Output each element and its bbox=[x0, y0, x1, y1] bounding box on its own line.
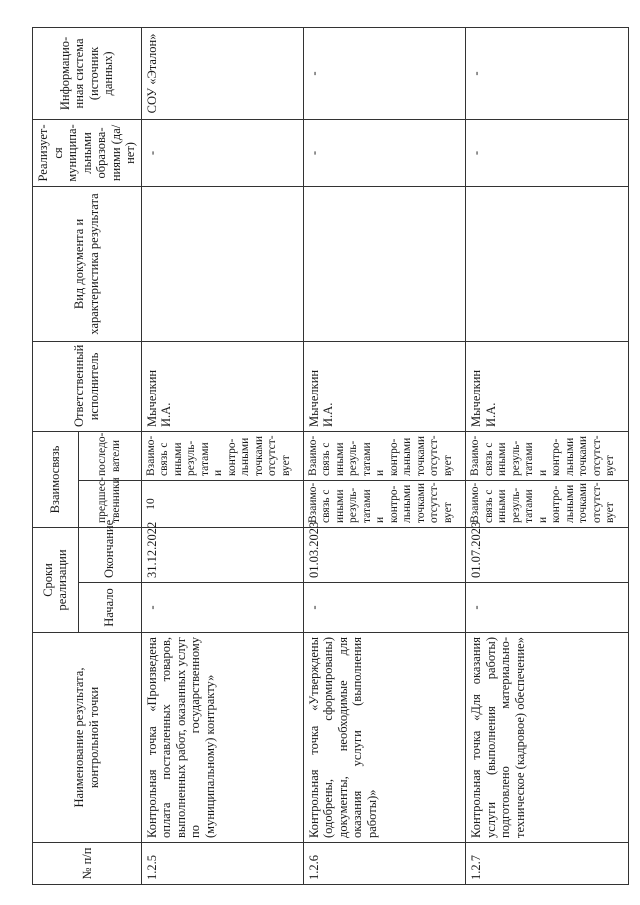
row-end: 31.12.2022 bbox=[141, 527, 303, 582]
row-start: - bbox=[303, 583, 465, 633]
table-row bbox=[466, 27, 628, 884]
row-name: Контрольная точка «Произведена оплата поставленных товаров, выполненных работ, оказанных услуг по государственному (муниципальному) контракту» bbox=[141, 633, 303, 843]
row-successors: Взаимо-связь с иными резуль-татами и контро-льными точками отсутст-вует bbox=[141, 431, 303, 480]
header-name: Наименование результата, контрольной точки bbox=[33, 633, 142, 843]
row-predecessors: Взаимо-связь с иными резуль-татами и контро-льными точками отсутст-вует bbox=[466, 480, 628, 527]
header-relation: Взаимосвязь bbox=[33, 431, 79, 527]
header-successors: последо-ватели bbox=[78, 431, 141, 480]
row-responsible: Мычелкин И.А. bbox=[466, 341, 628, 431]
row-number: 1.2.6 bbox=[303, 843, 465, 885]
row-document bbox=[141, 186, 303, 341]
row-successors: Взаимо-связь с иными резуль-татами и контро-льными точками отсутст-вует bbox=[303, 431, 465, 480]
row-name: Контрольная точка «Для оказания услуги (выполнения работы) подготовлено материально-техническое (кадровое) обеспечение» bbox=[466, 633, 628, 843]
row-info-system: СОУ «Эталон» bbox=[141, 27, 303, 119]
row-name: Контрольная точка «Утверждены (одобрены, сформированы) документы, необходимые для оказания услуги (выполнения работы)» bbox=[303, 633, 465, 843]
row-municipal: - bbox=[466, 119, 628, 186]
row-number: 1.2.7 bbox=[466, 843, 628, 885]
row-predecessors: 10 bbox=[141, 480, 303, 527]
header-document: Вид документа и характеристика результата bbox=[33, 186, 142, 341]
row-predecessors: Взаимо-связь с иными резуль-татами и контро-льными точками отсутст-вует bbox=[303, 480, 465, 527]
row-number: 1.2.5 bbox=[141, 843, 303, 885]
row-end: 01.03.2023 bbox=[303, 527, 465, 582]
row-info-system: - bbox=[303, 27, 465, 119]
row-document bbox=[303, 186, 465, 341]
row-municipal: - bbox=[141, 119, 303, 186]
header-responsible: Ответственный исполнитель bbox=[33, 341, 142, 431]
rotated-table-container bbox=[32, 28, 617, 885]
header-end: Окончание bbox=[78, 527, 141, 582]
header-predecessors: предшес-твенники bbox=[78, 480, 141, 527]
results-table bbox=[32, 27, 629, 885]
table-row bbox=[141, 27, 303, 884]
row-responsible: Мычелкин И.А. bbox=[303, 341, 465, 431]
header-num: № п/п bbox=[33, 843, 142, 885]
row-municipal: - bbox=[303, 119, 465, 186]
row-document bbox=[466, 186, 628, 341]
row-info-system: - bbox=[466, 27, 628, 119]
row-start: - bbox=[141, 583, 303, 633]
row-start: - bbox=[466, 583, 628, 633]
header-municipal: Реализует-ся муниципа-льными образова-ниями (да/нет) bbox=[33, 119, 142, 186]
row-responsible: Мычелкин И.А. bbox=[141, 341, 303, 431]
row-end: 01.07.2023 bbox=[466, 527, 628, 582]
header-info-system: Информацио-нная система (источник данных) bbox=[33, 27, 142, 119]
header-dates: Сроки реализации bbox=[33, 527, 79, 632]
header-start: Начало bbox=[78, 583, 141, 633]
table-row bbox=[303, 27, 465, 884]
row-successors: Взаимо-связь с иными резуль-татами и контро-льными точками отсутст-вует bbox=[466, 431, 628, 480]
